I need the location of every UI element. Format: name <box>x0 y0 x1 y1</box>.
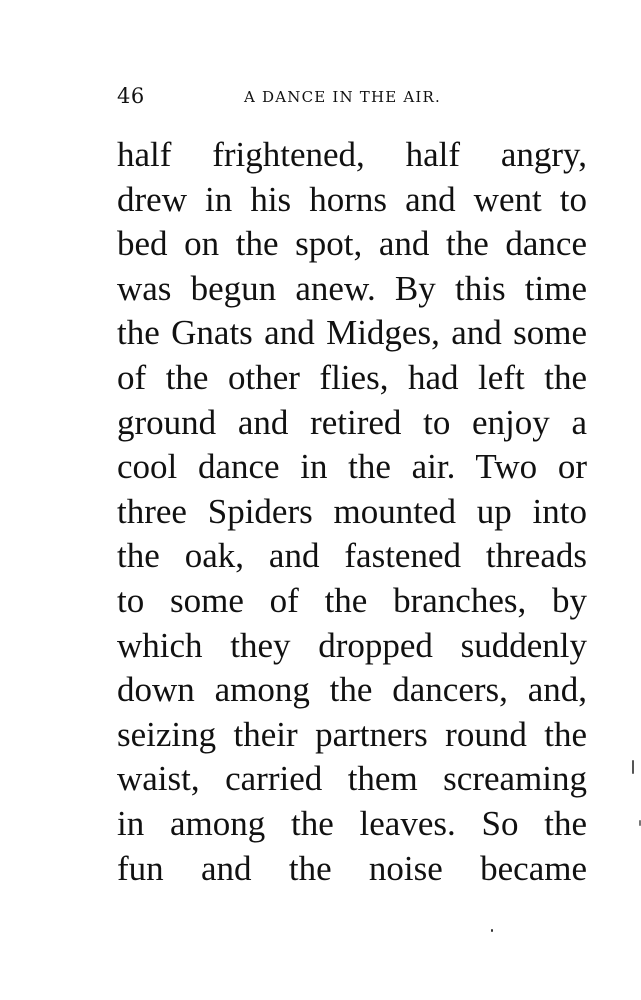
text-line: to some of the branches, by <box>117 580 587 620</box>
text-line: cool dance in the air. Two or <box>117 447 587 487</box>
text-line: was begun anew. By this time <box>117 268 587 308</box>
text-line: of the other flies, had left the <box>117 357 587 397</box>
page-number: 46 <box>117 84 145 108</box>
text-line: waist, carried them screaming <box>117 759 587 799</box>
text-line: three Spiders mounted up into <box>117 491 587 531</box>
text-line: drew in his horns and went to <box>117 179 587 219</box>
text-line: seizing their partners round the <box>117 714 587 754</box>
text-line: in among the leaves. So the <box>117 803 587 843</box>
scan-mark <box>632 760 634 774</box>
text-line: down among the dancers, and, <box>117 670 587 710</box>
body-text <box>117 133 587 891</box>
text-line: the Gnats and Midges, and some <box>117 313 587 353</box>
text-line: bed on the spot, and the dance <box>117 224 587 264</box>
running-head-title: A DANCE IN THE AIR. <box>244 88 442 106</box>
text-line: the oak, and fastened threads <box>117 536 587 576</box>
scan-speck <box>491 929 493 932</box>
text-line: half frightened, half angry, <box>117 135 587 174</box>
text-line: fun and the noise became <box>117 848 587 888</box>
running-head <box>117 84 589 108</box>
text-line: ground and retired to enjoy a <box>117 402 587 442</box>
text-line: which they dropped suddenly <box>117 625 587 665</box>
